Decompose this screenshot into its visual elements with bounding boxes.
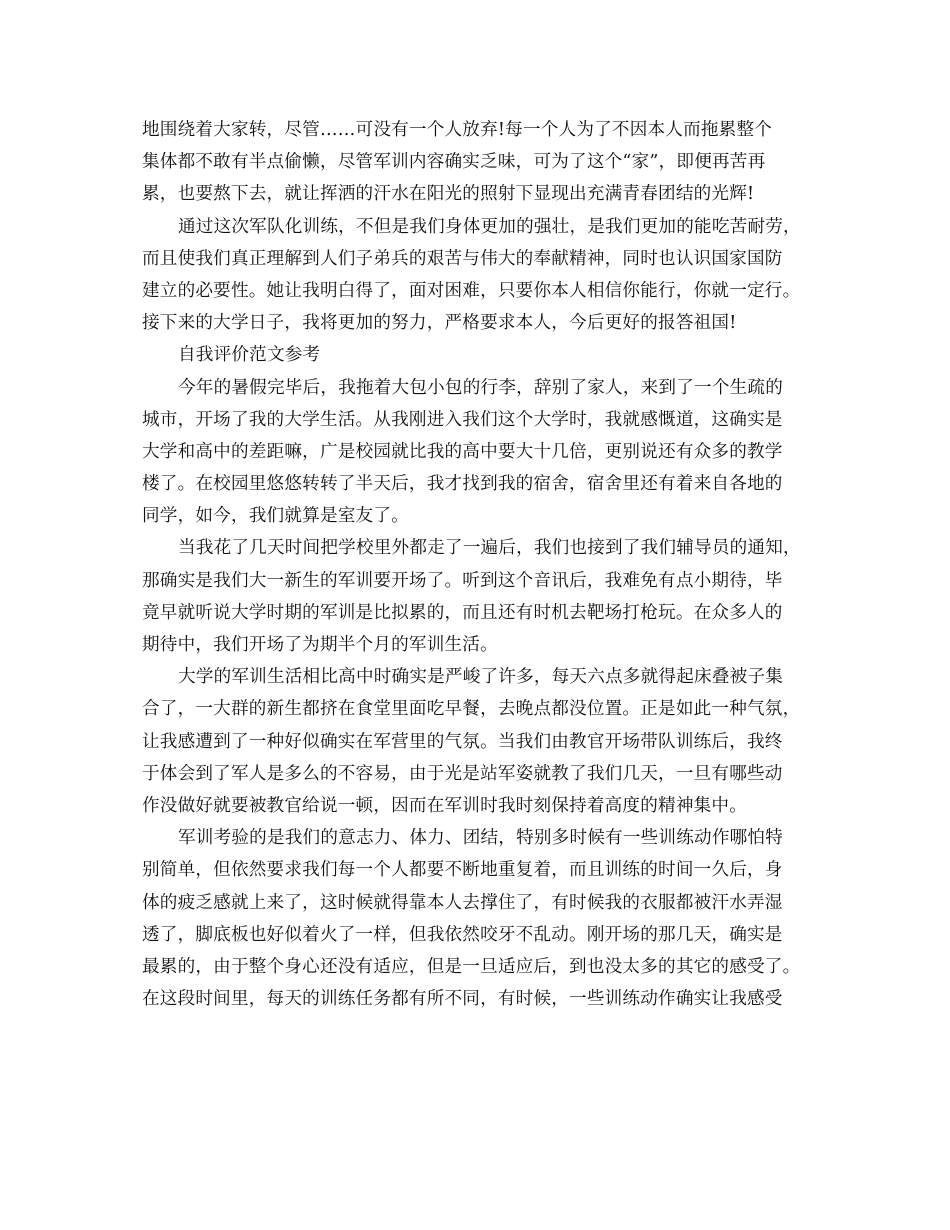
paragraph-first-line: 大学的军训生活相比高中时确实是严峻了许多，每天六点多就得起床叠被子集 xyxy=(178,667,783,688)
body-text xyxy=(142,114,826,1015)
paragraph-first-line: 自我评价范文参考 xyxy=(178,345,321,366)
text-line: 合了，一大群的新生都挤在食堂里面吃早餐，去晚点都没位置。正是如此一种气氛， xyxy=(142,699,801,720)
text-line: 期待中，我们开场了为期半个月的军训生活。 xyxy=(142,635,498,655)
text-line: 体的疲乏感就上来了，这时候就得靠本人去撑住了，有时候我的衣服都被汗水弄湿 xyxy=(142,892,783,913)
text-line: 集体都不敢有半点偷懒，尽管军训内容确实乏味，可为了这个“家”，即便再苦再 xyxy=(142,152,766,173)
text-line: 别简单，但依然要求我们每一个人都要不断地重复着，而且训练的时间一久后，身 xyxy=(142,860,783,881)
text-line: 同学，如今，我们就算是室友了。 xyxy=(142,506,409,527)
text-line: 楼了。在校园里悠悠转转了半天后，我才找到我的宿舍，宿舍里还有着来自各地的 xyxy=(142,474,783,495)
paragraph-first-line: 今年的暑假完毕后，我拖着大包小包的行李，辞别了家人，来到了一个生疏的 xyxy=(178,377,783,398)
text-line: 在这段时间里，每天的训练任务都有所不同，有时候，一些训练动作确实让我感受 xyxy=(142,989,783,1010)
text-line: 累，也要熬下去，就让挥洒的汗水在阳光的照射下显现出充满青春团结的光辉! xyxy=(142,184,755,205)
text-line: 让我感遭到了一种好似确实在军营里的气氛。当我们由教官开场带队训练后，我终 xyxy=(142,731,783,752)
text-line: 于体会到了军人是多么的不容易，由于光是站军姿就教了我们几天，一旦有哪些动 xyxy=(142,763,783,784)
text-line: 竟早就听说大学时期的军训是比拟累的，而且还有时机去靶场打枪玩。在众多人的 xyxy=(142,602,783,623)
text-line: 而且使我们真正理解到人们子弟兵的艰苦与伟大的奉献精神，同时也认识国家国防 xyxy=(142,248,783,269)
text-line: 最累的，由于整个身心还没有适应，但是一旦适应后，到也没太多的其它的感受了。 xyxy=(142,956,801,977)
text-line: 地围绕着大家转，尽管……可没有一个人放弃!每一个人为了不因本人而拖累整个 xyxy=(142,120,773,140)
paragraph-first-line: 军训考验的是我们的意志力、体力、团结，特别多时候有一些训练动作哪怕特 xyxy=(178,828,783,849)
paragraph-first-line: 当我花了几天时间把学校里外都走了一遍后，我们也接到了我们辅导员的通知， xyxy=(178,538,801,559)
text-line: 城市，开场了我的大学生活。从我刚进入我们这个大学时，我就感慨道，这确实是 xyxy=(142,409,783,430)
text-line: 那确实是我们大一新生的军训要开场了。听到这个音讯后，我难免有点小期待，毕 xyxy=(142,570,783,591)
text-line: 作没做好就要被教官给说一顿，因而在军训时我时刻保持着高度的精神集中。 xyxy=(142,795,747,816)
text-line: 接下来的大学日子，我将更加的努力，严格要求本人，今后更好的报答祖国! xyxy=(142,313,737,334)
text-line: 透了，脚底板也好似着火了一样，但我依然咬牙不乱动。刚开场的那几天，确实是 xyxy=(142,924,783,945)
paragraph-first-line: 通过这次军队化训练，不但是我们身体更加的强壮，是我们更加的能吃苦耐劳， xyxy=(178,216,801,237)
text-line: 大学和高中的差距嘛，广是校园就比我的高中要大十几倍，更别说还有众多的教学 xyxy=(142,441,783,462)
text-line: 建立的必要性。她让我明白得了，面对困难，只要你本人相信你能行，你就一定行。 xyxy=(142,280,801,301)
